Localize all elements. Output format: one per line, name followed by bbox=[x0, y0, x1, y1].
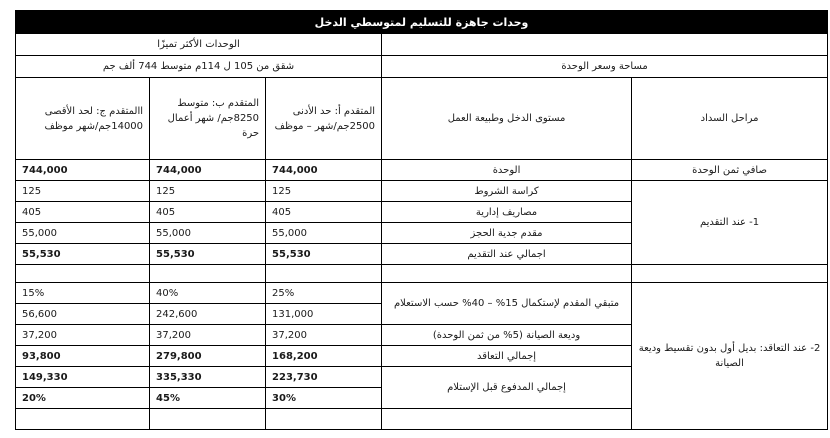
table-title: وحدات جاهزة للتسليم لمتوسطي الدخل bbox=[16, 11, 828, 34]
paid-pct-c: 20% bbox=[16, 388, 150, 409]
title-row bbox=[16, 11, 828, 34]
unit-label: الوحدة bbox=[382, 160, 632, 181]
value-a: 405 bbox=[266, 202, 382, 223]
remaining-pct-c: 15% bbox=[16, 283, 150, 304]
header-row bbox=[16, 78, 828, 160]
unit-spec-row bbox=[16, 56, 828, 78]
value-c: 55,530 bbox=[16, 244, 150, 265]
empty-cell[interactable] bbox=[16, 265, 150, 283]
maintenance-c: 37,200 bbox=[16, 325, 150, 346]
contract-total-label: إجمالي التعاقد bbox=[382, 346, 632, 367]
stage2-label: 2- عند التعاقد: بديل أول بدون تقسيط وديعة الصيانة bbox=[632, 283, 828, 430]
maintenance-b: 37,200 bbox=[150, 325, 266, 346]
paid-before-c: 149,330 bbox=[16, 367, 150, 388]
area-price-label: مساحة وسعر الوحدة bbox=[382, 56, 828, 78]
spacer-row bbox=[16, 265, 828, 283]
empty-cell[interactable] bbox=[16, 409, 150, 430]
value-b: 405 bbox=[150, 202, 266, 223]
applicant-b-header: المتقدم ب: متوسط 8250جم/ شهر أعمال حرة bbox=[150, 78, 266, 160]
value-b: 125 bbox=[150, 181, 266, 202]
unit-price-a: 744,000 bbox=[266, 160, 382, 181]
paid-pct-b: 45% bbox=[150, 388, 266, 409]
empty-cell[interactable] bbox=[150, 265, 266, 283]
paid-before-b: 335,330 bbox=[150, 367, 266, 388]
table-row bbox=[16, 283, 828, 304]
value-c: 55,000 bbox=[16, 223, 150, 244]
maintenance-label: وديعة الصيانة (5% من ثمن الوحدة) bbox=[382, 325, 632, 346]
contract-total-b: 279,800 bbox=[150, 346, 266, 367]
empty-cell[interactable] bbox=[632, 265, 828, 283]
paid-pct-a: 30% bbox=[266, 388, 382, 409]
contract-total-c: 93,800 bbox=[16, 346, 150, 367]
remaining-value-a: 131,000 bbox=[266, 304, 382, 325]
remaining-label: متبقي المقدم لإستكمال 15% – 40% حسب الاستعلام bbox=[382, 283, 632, 325]
empty-cell[interactable] bbox=[266, 265, 382, 283]
top-units-row bbox=[16, 34, 828, 56]
net-price-label: صافي ثمن الوحدة bbox=[632, 160, 828, 181]
remaining-pct-a: 25% bbox=[266, 283, 382, 304]
applicant-c-header: االمتقدم ج: لحد الأقصى 14000جم/شهر موظف bbox=[16, 78, 150, 160]
value-b: 55,000 bbox=[150, 223, 266, 244]
unit-price-b: 744,000 bbox=[150, 160, 266, 181]
value-a: 125 bbox=[266, 181, 382, 202]
unit-price-row bbox=[16, 160, 828, 181]
remaining-pct-b: 40% bbox=[150, 283, 266, 304]
unit-spec: شقق من 105 ل 114م متوسط 744 ألف جم bbox=[16, 56, 382, 78]
empty-cell[interactable] bbox=[150, 409, 266, 430]
maintenance-a: 37,200 bbox=[266, 325, 382, 346]
top-units-heading: الوحدات الأكثر تميزًا bbox=[16, 34, 382, 56]
contract-total-a: 168,200 bbox=[266, 346, 382, 367]
row-label: مقدم جدية الحجز bbox=[382, 223, 632, 244]
value-c: 405 bbox=[16, 202, 150, 223]
value-a: 55,530 bbox=[266, 244, 382, 265]
paid-before-a: 223,730 bbox=[266, 367, 382, 388]
empty-cell[interactable] bbox=[382, 34, 828, 56]
empty-cell[interactable] bbox=[382, 409, 632, 430]
remaining-value-b: 242,600 bbox=[150, 304, 266, 325]
stage1-label: 1- عند التقديم bbox=[632, 181, 828, 265]
table-row bbox=[16, 181, 828, 202]
income-level-label: مستوى الدخل وطبيعة العمل bbox=[382, 78, 632, 160]
payment-stages-label: مراحل السداد bbox=[632, 78, 828, 160]
paid-before-label: إجمالي المدفوع قبل الإستلام bbox=[382, 367, 632, 409]
payment-plan-table bbox=[15, 10, 828, 430]
value-c: 125 bbox=[16, 181, 150, 202]
empty-cell[interactable] bbox=[266, 409, 382, 430]
remaining-value-c: 56,600 bbox=[16, 304, 150, 325]
empty-cell[interactable] bbox=[382, 265, 632, 283]
value-b: 55,530 bbox=[150, 244, 266, 265]
applicant-a-header: المتقدم أ: حد الأدنى 2500جم/شهر – موظف bbox=[266, 78, 382, 160]
row-label: كراسة الشروط bbox=[382, 181, 632, 202]
value-a: 55,000 bbox=[266, 223, 382, 244]
unit-price-c: 744,000 bbox=[16, 160, 150, 181]
row-label: اجمالي عند التقديم bbox=[382, 244, 632, 265]
row-label: مصاريف إدارية bbox=[382, 202, 632, 223]
